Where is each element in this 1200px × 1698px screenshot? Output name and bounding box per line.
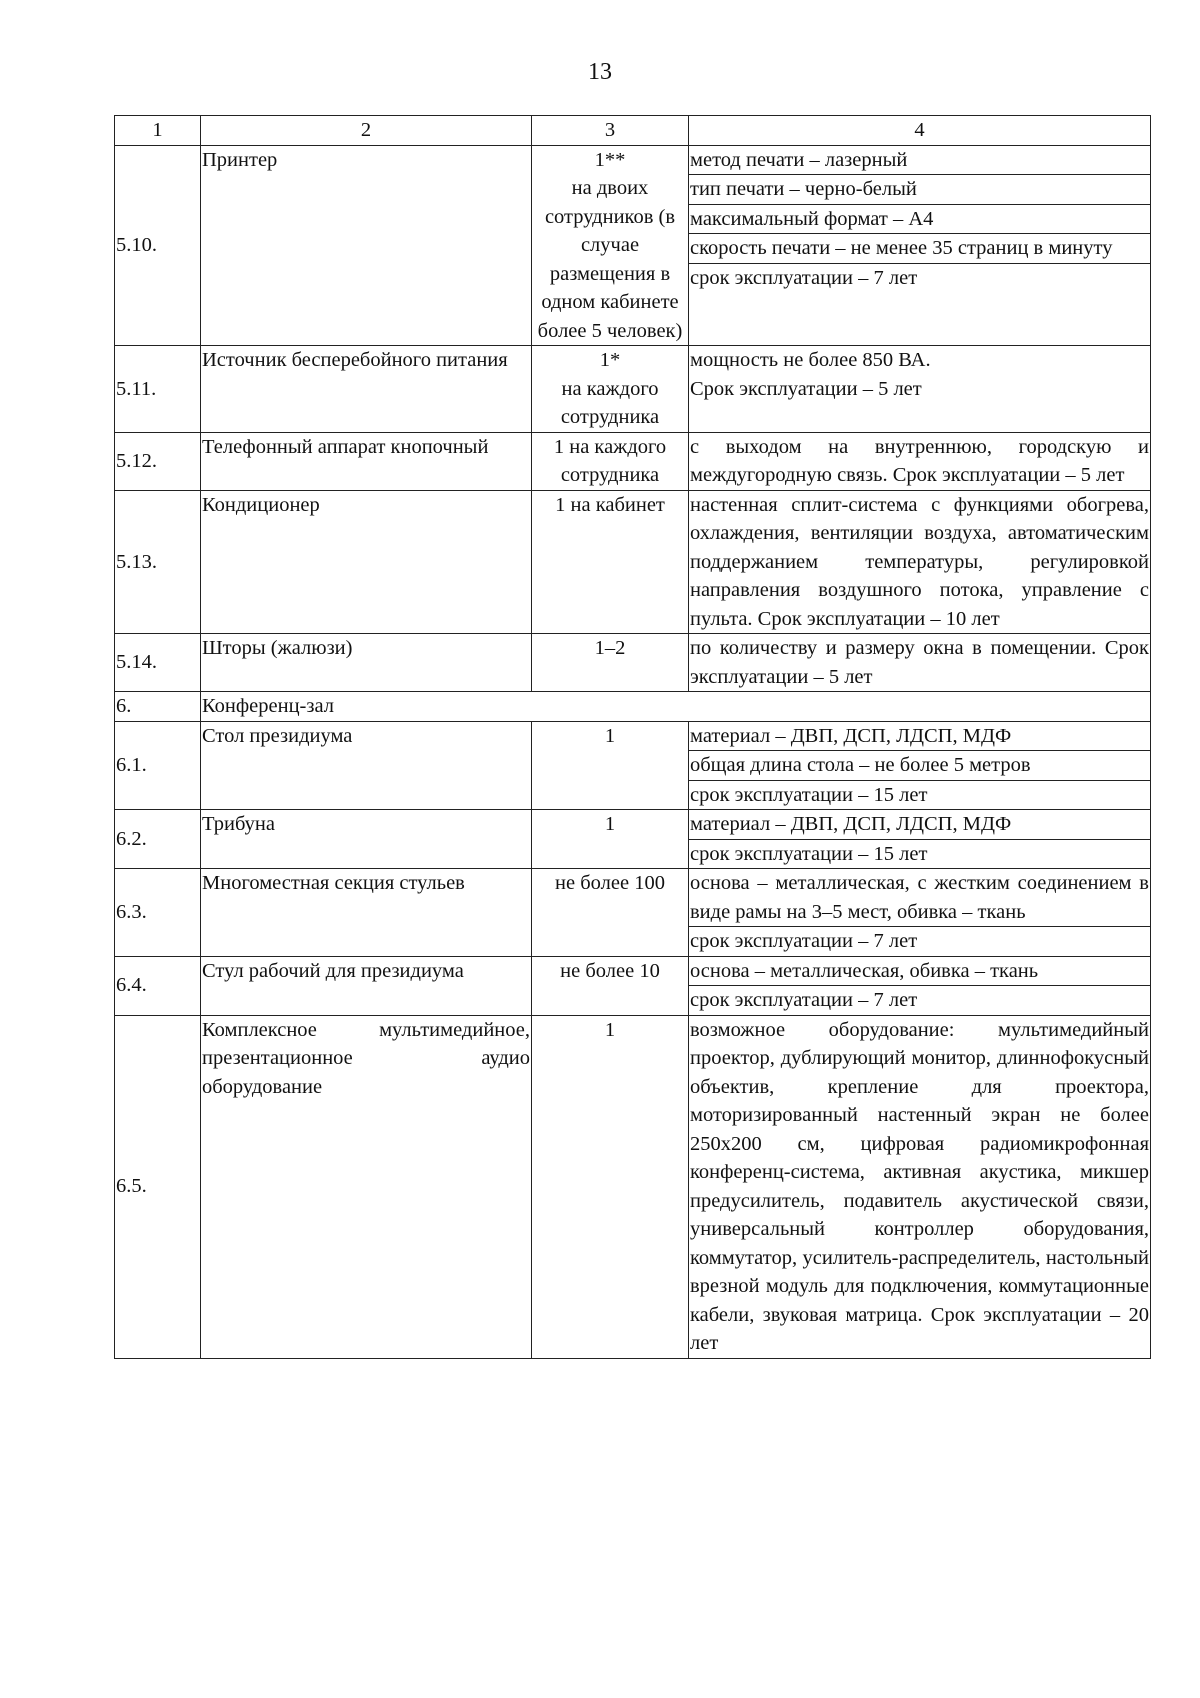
spec-line: метод печати – лазерный [689, 146, 1150, 176]
row-number: 5.11. [115, 346, 201, 433]
spec-line: по количеству и размеру окна в помещении. Срок эксплуатации – 5 лет [690, 637, 1149, 688]
table-row [115, 490, 1151, 634]
equipment-table [114, 115, 1151, 1359]
row-number: 6.4. [115, 956, 201, 1015]
item-name: Стол президиума [201, 721, 532, 810]
item-specs [689, 346, 1151, 433]
item-name: Источник бесперебойного питания [201, 346, 532, 433]
item-quantity: 1 на кабинет [532, 490, 689, 634]
spec-line: материал – ДВП, ДСП, ЛДСП, МДФ [689, 810, 1150, 840]
spec-line: основа – металлическая, обивка – ткань [689, 957, 1150, 987]
row-number: 6. [115, 692, 201, 722]
spec-line: срок эксплуатации – 15 лет [690, 783, 928, 806]
spec-line: максимальный формат – А4 [689, 205, 1150, 235]
table-row [115, 1015, 1151, 1358]
table-row [115, 869, 1151, 957]
item-name: Принтер [201, 145, 532, 346]
table-row [115, 346, 1151, 433]
spec-line: с выходом на внутреннюю, городскую и междугородную связь. Срок эксплуатации – 5 лет [690, 435, 1149, 486]
spec-line: тип печати – черно-белый [689, 175, 1150, 205]
item-specs [689, 810, 1151, 869]
item-specs [689, 869, 1151, 957]
table-row [115, 145, 1151, 346]
header-cell: 3 [532, 116, 689, 146]
item-name: Многоместная секция стульев [201, 869, 532, 957]
spec-line: основа – металлическая, с жестким соединением в виде рамы на 3–5 мест, обивка – ткань [689, 869, 1150, 927]
item-specs [689, 490, 1151, 634]
spec-line: срок эксплуатации – 7 лет [690, 989, 918, 1011]
item-quantity: 1 [532, 1015, 689, 1358]
row-number: 5.10. [115, 145, 201, 346]
header-cell: 4 [689, 116, 1151, 146]
row-number: 6.1. [115, 721, 201, 810]
item-quantity: 1 [532, 810, 689, 869]
item-name: Трибуна [201, 810, 532, 869]
item-quantity: 1–2 [532, 634, 689, 692]
item-quantity: 1* на каждого сотрудника [532, 346, 689, 433]
spec-line: настенная сплит-система с функциями обогрева, охлаждения, вентиляции воздуха, автоматическим поддержанием температуры, регулировкой направления воздушного потока, управление с пульта. Срок эксплуатации – 10 лет [690, 493, 1149, 630]
spec-line: мощность не более 850 ВА. Срок эксплуатации – 5 лет [690, 349, 931, 400]
header-cell: 2 [201, 116, 532, 146]
item-specs [689, 432, 1151, 490]
row-number: 5.12. [115, 432, 201, 490]
item-quantity: 1** на двоих сотрудников (в случае размещения в одном кабинете более 5 человек) [532, 145, 689, 346]
spec-line: возможное оборудование: мультимедийный проектор, дублирующий монитор, длиннофокусный объектив, крепление для проектора, моторизированный настенный экран не более 250х200 см, цифровая радиомикрофонная конференц-система, активная акустика, микшер предусилитель, подавитель акустической связи, универсальный контроллер оборудования, коммутатор, усилитель-распределитель, настольный врезной модуль для подключения, коммутационные кабели, звуковая матрица. Срок эксплуатации – 20 лет [690, 1018, 1149, 1354]
page-number: 13 [588, 59, 612, 85]
table-row [115, 810, 1151, 869]
item-name: Стул рабочий для президиума [201, 956, 532, 1015]
section-row [115, 692, 1151, 722]
spec-line: срок эксплуатации – 7 лет [690, 266, 918, 289]
item-specs [689, 1015, 1151, 1358]
spec-line: материал – ДВП, ДСП, ЛДСП, МДФ [689, 722, 1150, 752]
item-name: Комплексное мультимедийное, презентационное аудио оборудование [201, 1015, 532, 1358]
item-quantity: 1 [532, 721, 689, 810]
table-row [115, 634, 1151, 692]
spec-line: общая длина стола – не более 5 метров [689, 751, 1150, 781]
item-name: Шторы (жалюзи) [201, 634, 532, 692]
row-number: 6.5. [115, 1015, 201, 1358]
table-row [115, 721, 1151, 810]
table-row [115, 432, 1151, 490]
section-title: Конференц-зал [201, 692, 1151, 722]
item-specs [689, 634, 1151, 692]
item-specs [689, 145, 1151, 346]
item-specs [689, 956, 1151, 1015]
header-cell: 1 [115, 116, 201, 146]
row-number: 5.13. [115, 490, 201, 634]
item-quantity: не более 100 [532, 869, 689, 957]
spec-line: срок эксплуатации – 7 лет [690, 930, 918, 952]
row-number: 5.14. [115, 634, 201, 692]
row-number: 6.2. [115, 810, 201, 869]
spec-line: скорость печати – не менее 35 страниц в минуту [689, 234, 1150, 264]
table-row [115, 956, 1151, 1015]
item-name: Кондиционер [201, 490, 532, 634]
spec-line: срок эксплуатации – 15 лет [690, 842, 928, 865]
header-row [115, 116, 1151, 146]
row-number: 6.3. [115, 869, 201, 957]
item-name: Телефонный аппарат кнопочный [201, 432, 532, 490]
item-specs [689, 721, 1151, 810]
item-quantity: не более 10 [532, 956, 689, 1015]
item-quantity: 1 на каждого сотрудника [532, 432, 689, 490]
